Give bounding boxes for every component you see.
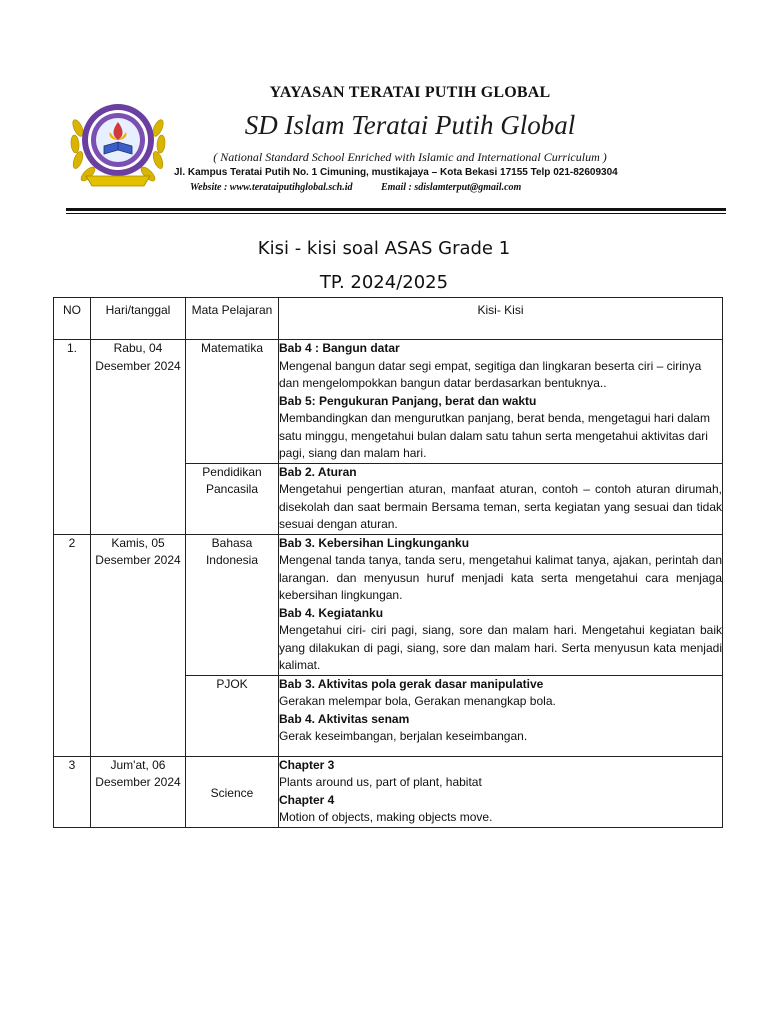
bab-title: Bab 4 : Bangun datar (279, 341, 400, 355)
bab-title: Chapter 3 (279, 757, 335, 772)
row-date: Jum'at, 06 Desember 2024 (91, 756, 186, 827)
bab-description: Plants around us, part of plant, habitat (279, 775, 482, 789)
table-row (54, 756, 723, 827)
subject-cell: Science (186, 756, 279, 827)
bab-title: Bab 4. Aktivitas senam (279, 711, 410, 726)
row-date: Rabu, 04 Desember 2024 (91, 340, 186, 535)
row-number: 1. (54, 340, 91, 535)
kisi-table (53, 297, 723, 828)
row-number: 3 (54, 756, 91, 827)
kisi-cell (279, 756, 723, 827)
school-address: Jl. Kampus Teratai Putih No. 1 Cimuning, mustikajaya – Kota Bekasi 17155 Telp 021-82609304 (174, 167, 618, 178)
bab-title: Chapter 4 (279, 792, 335, 807)
header-divider (66, 208, 726, 211)
bab-title: Bab 3. Kebersihan Lingkunganku (279, 535, 470, 550)
email-text: Email : sdislamterput@gmail.com (381, 182, 522, 193)
school-crest-logo (68, 88, 168, 198)
header-no: NO (54, 298, 91, 340)
kisi-cell (279, 534, 723, 675)
header-date: Hari/tanggal (91, 298, 186, 340)
website-text: Website : www.terataiputihglobal.sch.id (190, 182, 353, 193)
school-contact (190, 182, 521, 193)
kisi-cell (279, 340, 723, 464)
bab-description: Gerakan melempar bola, Gerakan menangkap bola. (279, 694, 556, 708)
header-divider-thin (66, 213, 726, 214)
bab-title: Bab 5: Pengukuran Panjang, berat dan waktu (279, 393, 537, 408)
subject-cell: Matematika (186, 340, 279, 464)
bab-title: Bab 3. Aktivitas pola gerak dasar manipulative (279, 676, 544, 691)
bab-description: Gerak keseimbangan, berjalan keseimbangan. (279, 729, 528, 743)
school-crest-icon (68, 88, 168, 198)
bab-description: Motion of objects, making objects move. (279, 810, 493, 824)
table-row (54, 340, 723, 464)
subject-cell: Pendidikan Pancasila (186, 463, 279, 534)
bab-description: Mengenal tanda tanya, tanda seru, mengetahui kalimat tanya, ajakan, perintah dan larangan. dan menyusun huruf menjadi kata serta mengetahui cara menjaga kebersihan lingkungan. (279, 553, 722, 602)
header-kisi: Kisi- Kisi (279, 298, 723, 340)
bab-description: Mengetahui ciri- ciri pagi, siang, sore dan malam hari. Mengetahui kegiatan baik yang dilakukan di pagi, siang, sore dan malam hari. Serta menyusun kata menjadi kalimat. (279, 623, 722, 672)
bab-description: Mengetahui pengertian aturan, manfaat aturan, contoh – contoh aturan dirumah, disekolah dan saat bermain Bersama teman, serta kegiatan yang sesuai dan tidak sesuai dengan aturan. (279, 482, 722, 531)
kisi-cell (279, 675, 723, 756)
table-row (54, 534, 723, 675)
document-title: Kisi - kisi soal ASAS Grade 1 (257, 238, 511, 259)
bab-description: Mengenal bangun datar segi empat, segitiga dan lingkaran beserta ciri – cirinya dan mengelompokkan bangun datar berdasarkan bentuknya.. (279, 358, 702, 390)
table-header-row (54, 298, 723, 340)
kisi-cell (279, 463, 723, 534)
school-name: SD Islam Teratai Putih Global (244, 110, 576, 140)
bab-description: Membandingkan dan mengurutkan panjang, berat benda, mengetagui hari dalam satu minggu, mengetahui bulan dalam satu tahun serta mengetahui aktivitas dari pagi, siang dan malam hari. (279, 411, 710, 460)
header-subject: Mata Pelajaran (186, 298, 279, 340)
foundation-name: YAYASAN TERATAI PUTIH GLOBAL (269, 84, 551, 101)
academic-year: TP. 2024/2025 (319, 272, 449, 293)
school-subtitle: ( National Standard School Enriched with Islamic and International Curriculum ) (213, 150, 607, 164)
subject-cell: Bahasa Indonesia (186, 534, 279, 675)
row-number: 2 (54, 534, 91, 756)
bab-title: Bab 2. Aturan (279, 464, 357, 479)
bab-title: Bab 4. Kegiatanku (279, 605, 384, 620)
subject-cell: PJOK (186, 675, 279, 756)
row-date: Kamis, 05 Desember 2024 (91, 534, 186, 756)
